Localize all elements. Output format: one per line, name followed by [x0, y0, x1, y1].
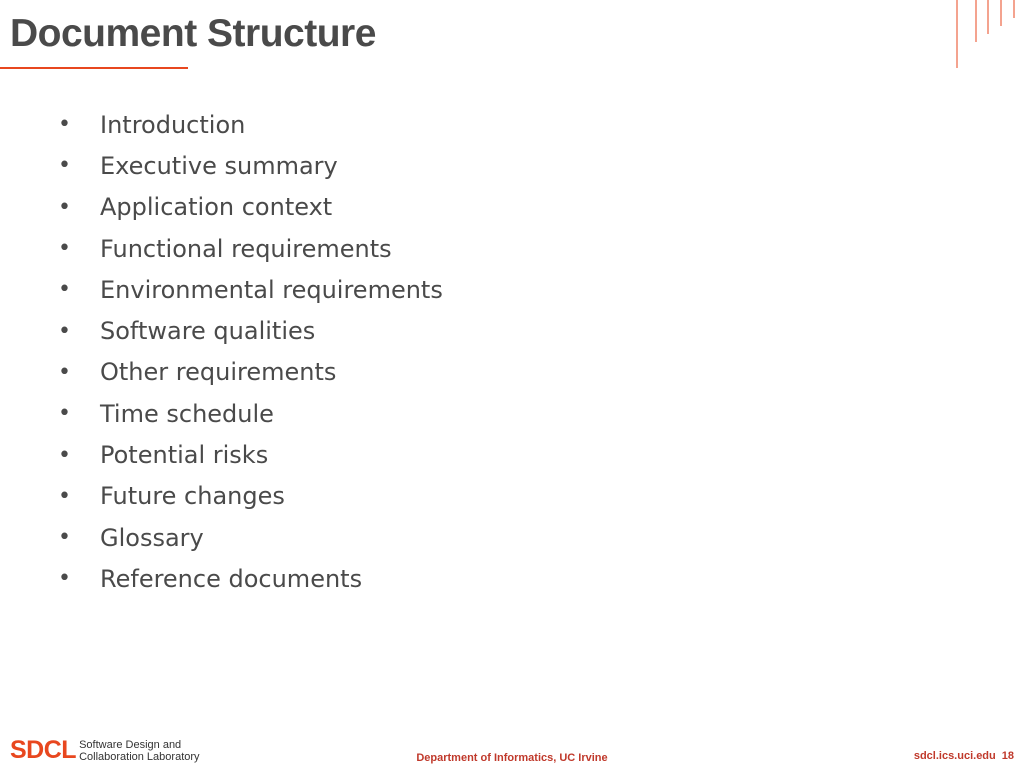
title-underline — [0, 67, 188, 69]
bullet-dot: • — [58, 401, 71, 427]
bullet-dot: • — [58, 153, 71, 179]
bullet-dot: • — [58, 525, 71, 551]
bullet-dot: • — [58, 277, 71, 303]
list-item-text: Application context — [100, 193, 333, 222]
list-item — [58, 145, 443, 186]
list-item — [58, 269, 443, 310]
bullet-dot: • — [58, 566, 71, 592]
list-item-text: Software qualities — [100, 317, 316, 346]
list-item — [58, 558, 443, 599]
list-item — [58, 228, 443, 269]
corner-lines-decoration — [954, 0, 1024, 72]
list-item-text: Future changes — [100, 482, 285, 511]
bullet-list — [58, 104, 443, 600]
bullet-dot: • — [58, 318, 71, 344]
logo-subtitle-line1: Software Design and — [79, 738, 182, 751]
list-item-text: Executive summary — [100, 151, 338, 180]
bullet-dot: • — [58, 483, 71, 509]
logo-wordmark: SDCL — [10, 736, 77, 764]
list-item — [58, 310, 443, 351]
list-item-text: Environmental requirements — [100, 275, 443, 304]
list-item-text: Introduction — [100, 110, 246, 139]
logo-subtitle-line2: Collaboration Laboratory — [79, 750, 200, 763]
bullet-dot: • — [58, 236, 71, 262]
list-item — [58, 517, 443, 558]
bullet-dot: • — [58, 442, 71, 468]
bullet-dot: • — [58, 194, 71, 220]
list-item-text: Other requirements — [100, 358, 337, 387]
list-item — [58, 352, 443, 393]
bullet-dot: • — [58, 359, 71, 385]
list-item — [58, 187, 443, 228]
slide-title: Document Structure — [10, 12, 376, 55]
list-item — [58, 434, 443, 475]
list-item — [58, 104, 443, 145]
footer-department: Department of Informatics, UC Irvine — [416, 752, 608, 764]
footer-site: sdcl.ics.uci.edu — [913, 750, 996, 762]
list-item-text: Functional requirements — [100, 234, 392, 263]
bullet-dot: • — [58, 112, 71, 138]
list-item-text: Glossary — [100, 523, 204, 552]
page-number: 18 — [1001, 750, 1014, 762]
list-item-text: Potential risks — [100, 441, 269, 470]
list-item — [58, 393, 443, 434]
list-item-text: Reference documents — [100, 564, 363, 593]
list-item — [58, 476, 443, 517]
footer-right — [914, 750, 1014, 762]
list-item-text: Time schedule — [100, 399, 274, 428]
